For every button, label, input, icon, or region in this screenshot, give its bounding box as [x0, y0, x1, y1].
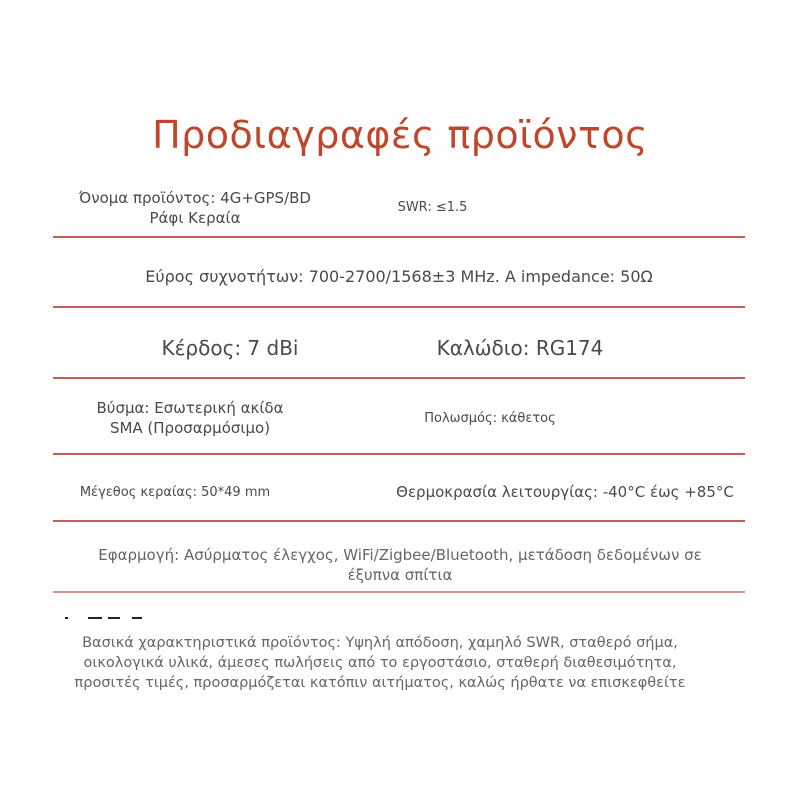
- spec-product-name-line1: Όνομα προϊόντος: 4G+GPS/BD: [79, 189, 311, 207]
- spec-application-line1: Εφαρμογή: Ασύρματος έλεγχος, WiFi/Zigbee/Bluetooth, μετάδοση δεδομένων σε: [98, 546, 702, 564]
- spec-operating-temperature: Θερμοκρασία λειτουργίας: -40°C έως +85°C: [396, 483, 734, 501]
- spec-application: [60, 545, 740, 586]
- spec-polarization: Πολωσμός: κάθετος: [424, 411, 556, 426]
- spec-frequency-impedance: Εύρος συχνοτήτων: 700-2700/1568±3 MHz. A impedance: 50Ω: [145, 267, 653, 286]
- spec-cable: Καλώδιο: RG174: [436, 336, 604, 360]
- page-title: Προδιαγραφές προϊόντος: [152, 113, 648, 158]
- spec-swr: SWR: ≤1.5: [397, 200, 468, 215]
- features-line2: οικολογικά υλικά, άμεσες πωλήσεις από το εργοστάσιο, σταθερή διαθεσιμότητα,: [83, 655, 677, 671]
- decorative-dash-marks: [65, 617, 185, 620]
- divider: [53, 236, 745, 238]
- features-line3: προσιτές τιμές, προσαρμόζεται κατόπιν αιτήματος, καλώς ήρθατε να επισκεφθείτε: [74, 675, 686, 691]
- spec-connector-line1: Βύσμα: Εσωτερική ακίδα: [96, 399, 284, 417]
- features-line1: Βασικά χαρακτηριστικά προϊόντος: Υψηλή απόδοση, χαμηλό SWR, σταθερό σήμα,: [82, 635, 678, 651]
- spec-gain: Κέρδος: 7 dBi: [161, 336, 299, 360]
- spec-product-name-line2: Ράφι Κεραία: [149, 209, 241, 228]
- spec-connector-line2: SMA (Προσαρμόσιμο): [109, 419, 271, 438]
- spec-product-name: [60, 188, 330, 229]
- divider: [53, 591, 745, 593]
- divider: [53, 453, 745, 455]
- spec-application-line2: έξυπνα σπίτια: [347, 566, 453, 585]
- divider: [53, 377, 745, 379]
- product-features: [40, 633, 720, 693]
- divider: [53, 306, 745, 308]
- spec-antenna-size: Μέγεθος κεραίας: 50*49 mm: [79, 485, 271, 500]
- spec-connector: [60, 398, 320, 439]
- divider: [53, 520, 745, 522]
